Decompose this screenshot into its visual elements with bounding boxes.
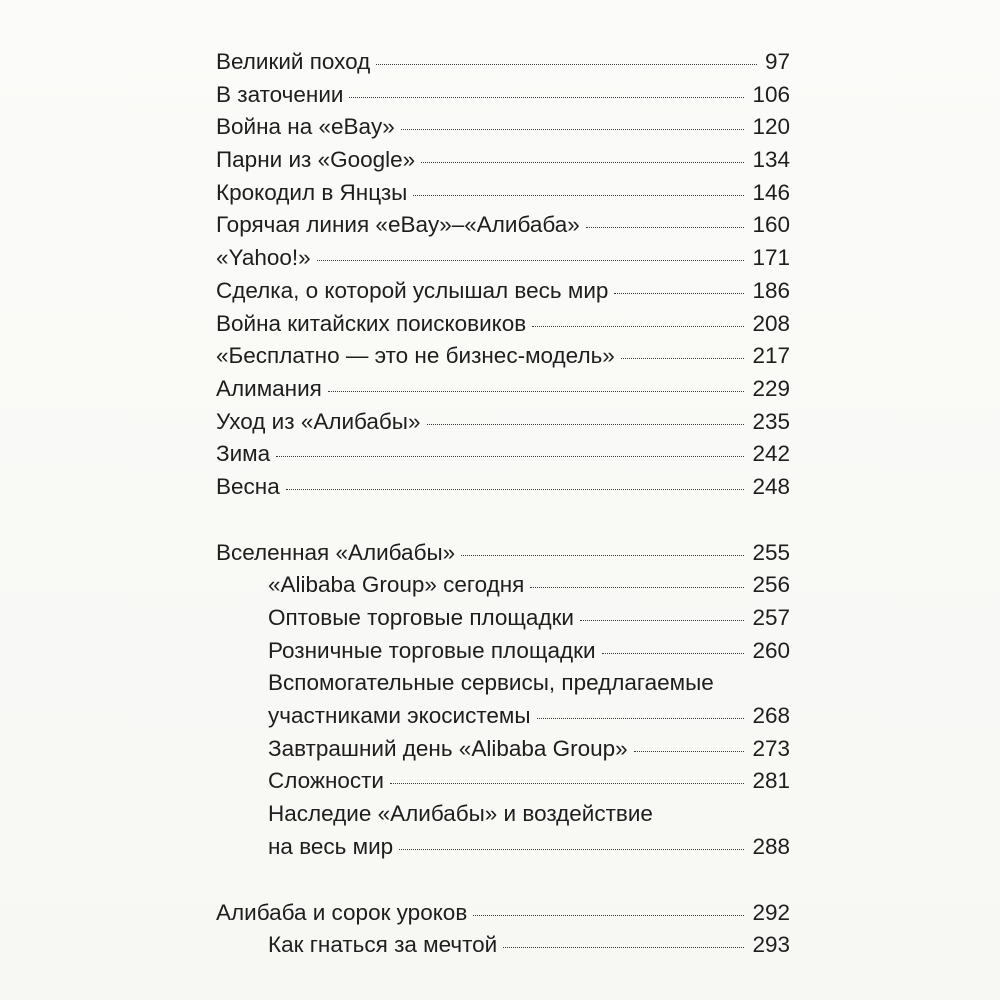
dot-leader	[621, 358, 745, 359]
toc-entry-page: 248	[752, 473, 790, 499]
toc-entry-page: 208	[752, 310, 790, 336]
toc-entry	[216, 46, 790, 79]
toc-entry-page: 146	[752, 179, 790, 205]
toc-subentry	[216, 635, 790, 668]
toc-section-heading	[216, 897, 790, 930]
dot-leader	[634, 751, 745, 752]
toc-entry-title: Вселенная «Алибабы»	[216, 539, 456, 565]
dot-leader	[276, 456, 744, 457]
dot-leader	[376, 64, 757, 65]
dot-leader	[532, 326, 744, 327]
toc-entry-page: 260	[752, 637, 790, 663]
toc-entry-page: 256	[752, 572, 790, 598]
dot-leader	[421, 162, 744, 163]
toc-entry-last-line	[216, 700, 790, 733]
toc-entry	[216, 79, 790, 112]
toc-entry-page: 242	[752, 441, 790, 467]
dot-leader	[401, 129, 745, 130]
dot-leader	[390, 783, 744, 784]
toc-entry-page: 292	[752, 899, 790, 925]
toc-entry-title: В заточении	[216, 81, 344, 107]
toc-entry-page: 268	[752, 703, 790, 729]
dot-leader	[461, 555, 744, 556]
toc-entry	[216, 438, 790, 471]
toc-subentry	[216, 765, 790, 798]
toc-entry-title: Розничные торговые площадки	[268, 637, 596, 663]
toc-entry	[216, 340, 790, 373]
toc-entry-page: 120	[752, 114, 790, 140]
toc-subentry-multiline	[216, 667, 790, 732]
toc-entry	[216, 111, 790, 144]
toc-entry-title: «Alibaba Group» сегодня	[268, 572, 525, 598]
toc-entry-title: Оптовые торговые площадки	[268, 605, 574, 630]
toc-entry-title-line2: участниками экосистемы	[268, 703, 531, 729]
toc-entry	[216, 406, 790, 439]
toc-entry-title: Весна	[216, 473, 280, 499]
toc-entry	[216, 242, 790, 275]
toc-entry	[216, 177, 790, 210]
dot-leader	[580, 620, 744, 621]
toc-subentry	[216, 733, 790, 766]
toc-entry-page: 288	[752, 833, 790, 859]
toc-entry-title: Война китайских поисковиков	[216, 310, 527, 336]
toc-entry-title-line1: Наследие «Алибабы» и воздействие	[268, 801, 653, 827]
toc-entry-page: 134	[752, 147, 790, 173]
toc-entry-title: Война на «eBay»	[216, 114, 395, 140]
toc-entry-page: 186	[752, 277, 790, 303]
dot-leader	[614, 293, 744, 294]
section-gap	[216, 864, 790, 897]
toc-subentry	[216, 602, 790, 635]
toc-entry-page: 160	[752, 212, 790, 238]
toc-entry-page: 255	[752, 539, 790, 565]
toc-entry	[216, 373, 790, 406]
toc-entry-title: Алимания	[216, 375, 322, 401]
toc-entry-title: Горячая линия «eBay»–«Алибаба»	[216, 212, 580, 238]
dot-leader	[427, 424, 745, 425]
toc-entry-page: 281	[752, 768, 790, 794]
dot-leader	[286, 489, 745, 490]
toc-entry-title: Как гнаться за мечтой	[268, 932, 498, 958]
toc-entry-title: Завтрашний день «Alibaba Group»	[268, 735, 628, 761]
dot-leader	[349, 97, 744, 98]
toc-subentry-multiline	[216, 798, 790, 863]
toc-entry-title: Сделка, о которой услышал весь мир	[216, 277, 609, 303]
toc-entry-page: 217	[752, 343, 790, 369]
toc-entry-last-line	[216, 831, 790, 864]
toc-entry-title: «Бесплатно — это не бизнес-модель»	[216, 343, 615, 369]
toc-entry-page: 97	[764, 49, 790, 74]
toc-entry	[216, 275, 790, 308]
toc-entry-title: Парни из «Google»	[216, 147, 416, 173]
dot-leader	[503, 947, 744, 948]
toc-subentry	[216, 929, 790, 962]
toc-entry	[216, 209, 790, 242]
dot-leader	[399, 849, 744, 850]
dot-leader	[413, 195, 744, 196]
toc-subentry	[216, 569, 790, 602]
dot-leader	[586, 227, 745, 228]
dot-leader	[328, 391, 745, 392]
toc-entry-page: 235	[752, 408, 790, 434]
toc-entry-page: 106	[752, 81, 790, 107]
toc-entry-title: Крокодил в Янцзы	[216, 179, 408, 205]
toc-entry-page: 257	[752, 605, 790, 630]
toc-entry-title: Уход из «Алибабы»	[216, 408, 421, 434]
toc-entry-title: Сложности	[268, 768, 385, 794]
toc-entry-title: Алибаба и сорок уроков	[216, 899, 468, 925]
dot-leader	[530, 587, 744, 588]
toc-entry-page: 293	[752, 932, 790, 958]
table-of-contents	[216, 46, 790, 962]
toc-entry	[216, 308, 790, 341]
toc-entry-title-line1: Вспомогательные сервисы, предлагаемые	[268, 670, 714, 696]
section-gap	[216, 504, 790, 537]
toc-section-heading	[216, 537, 790, 570]
toc-entry-title: «Yahoo!»	[216, 245, 311, 271]
toc-entry-title: Великий поход	[216, 49, 371, 74]
dot-leader	[317, 260, 745, 261]
toc-entry	[216, 144, 790, 177]
toc-entry-title-line2: на весь мир	[268, 833, 394, 859]
dot-leader	[602, 653, 745, 654]
toc-entry-page: 273	[752, 735, 790, 761]
dot-leader	[473, 915, 744, 916]
toc-entry-page: 229	[752, 375, 790, 401]
toc-entry	[216, 471, 790, 504]
dot-leader	[537, 718, 745, 719]
toc-entry-title: Зима	[216, 441, 271, 467]
toc-entry-page: 171	[752, 245, 790, 271]
